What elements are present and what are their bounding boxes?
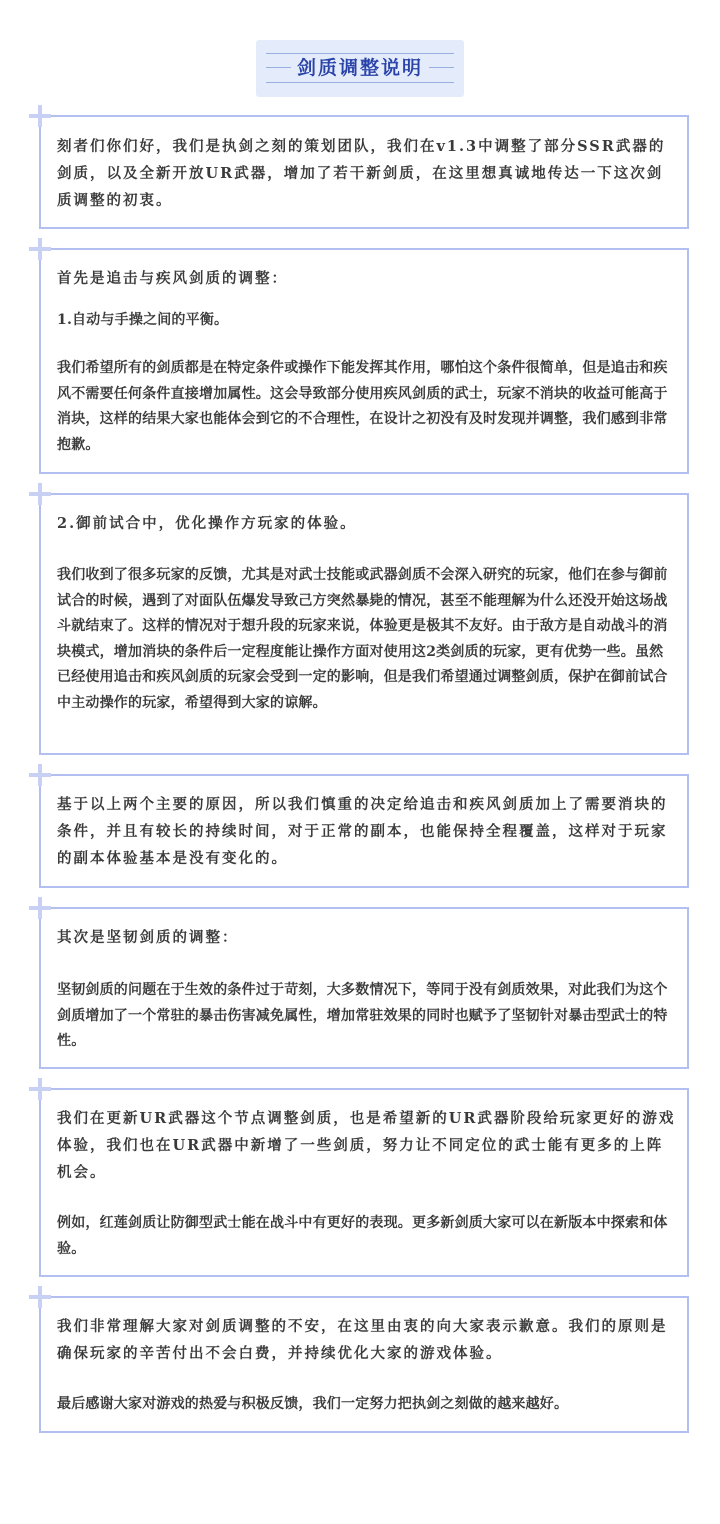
paragraph: 我们在更新UR武器这个节点调整剑质，也是希望新的UR武器阶段给玩家更好的游戏体验，我们也在UR武器中新增了一些剑质，努力让不同定位的武士能有更多的上阵机会。 bbox=[57, 1110, 676, 1181]
plus-decor-icon bbox=[29, 764, 51, 786]
plus-decor-icon bbox=[29, 483, 51, 505]
section-card-closing bbox=[39, 1296, 689, 1433]
paragraph: 坚韧剑质的问题在于生效的条件过于苛刻，大多数情况下，等同于没有剑质效果，对此我们为这个剑质增加了一个常驻的暴击伤害减免属性，增加常驻效果的同时也赋予了坚韧针对暴击型武士的特性。 bbox=[57, 982, 668, 1049]
paragraph: 最后感谢大家对游戏的热爱与积极反馈，我们一定努力把执剑之刻做的越来越好。 bbox=[57, 1396, 569, 1412]
plus-decor-icon bbox=[29, 238, 51, 260]
section-card-intro bbox=[39, 115, 689, 229]
section-card-pursuit-gale bbox=[39, 248, 689, 474]
paragraph: 我们收到了很多玩家的反馈，尤其是对武士技能或武器剑质不会深入研究的玩家，他们在参与御前试合的时候，遇到了对面队伍爆发导致己方突然暴毙的情况，甚至不能理解为什么还没开始这场战斗就结束了。这样的情况对于想升段的玩家来说，体验更是极其不友好。由于敌方是自动战斗的消块模式，增加消块的条件后一定程度能让操作方面对使用这2类剑质的玩家，更有优势一些。虽然已经使用追击和疾风剑质的玩家会受到一定的影响，但是我们希望通过调整剑质，保护在御前试合中主动操作的玩家，希望得到大家的谅解。 bbox=[57, 567, 668, 711]
paragraph: 我们希望所有的剑质都是在特定条件或操作下能发挥其作用，哪怕这个条件很简单，但是追击和疾风不需要任何条件直接增加属性。这会导致部分使用疾风剑质的武士，玩家不消块的收益可能高于消块，这样的结果大家也能体会到它的不合理性，在设计之初没有及时发现并调整，我们感到非常抱歉。 bbox=[57, 360, 668, 453]
page-title-banner bbox=[256, 40, 464, 97]
paragraph: 例如，红莲剑质让防御型武士能在战斗中有更好的表现。更多新剑质大家可以在新版本中探索和体验。 bbox=[57, 1215, 668, 1257]
sub-heading: 2.御前试合中，优化操作方玩家的体验。 bbox=[57, 515, 357, 532]
section-heading: 首先是追击与疾风剑质的调整： bbox=[57, 270, 288, 287]
sub-heading: 1.自动与手操之间的平衡。 bbox=[57, 312, 229, 328]
section-card-tenacity bbox=[39, 907, 689, 1069]
section-card-conclusion bbox=[39, 774, 689, 888]
section-heading: 其次是坚韧剑质的调整： bbox=[57, 929, 239, 946]
plus-decor-icon bbox=[29, 897, 51, 919]
section-card-ur-weapons bbox=[39, 1088, 689, 1277]
page-title: 剑质调整说明 bbox=[256, 53, 464, 80]
paragraph: 刻者们你们好，我们是执剑之刻的策划团队，我们在v1.3中调整了部分SSR武器的剑质，以及全新开放UR武器，增加了若干新剑质，在这里想真诚地传达一下这次剑质调整的初衷。 bbox=[57, 138, 666, 209]
section-card-imperial-match bbox=[39, 493, 689, 755]
plus-decor-icon bbox=[29, 1286, 51, 1308]
paragraph: 我们非常理解大家对剑质调整的不安，在这里由衷的向大家表示歉意。我们的原则是确保玩家的辛苦付出不会白费，并持续优化大家的游戏体验。 bbox=[57, 1318, 668, 1362]
title-decor-line bbox=[266, 82, 454, 83]
plus-decor-icon bbox=[29, 105, 51, 127]
paragraph: 基于以上两个主要的原因，所以我们慎重的决定给追击和疾风剑质加上了需要消块的条件，并且有较长的持续时间，对于正常的副本，也能保持全程覆盖，这样对于玩家的副本体验基本是没有变化的。 bbox=[57, 796, 668, 867]
plus-decor-icon bbox=[29, 1078, 51, 1100]
